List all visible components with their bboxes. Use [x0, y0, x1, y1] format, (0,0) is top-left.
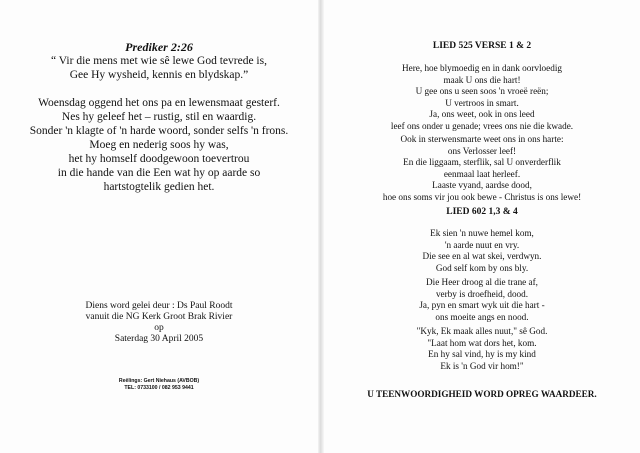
verse-line: God self kom by ons bly.	[435, 262, 529, 273]
poem-line: Woensdag oggend het ons pa en lewensmaat gesterf.	[38, 97, 280, 109]
verse-line: verby is droefheid, dood.	[435, 288, 529, 299]
verse-line: Ek sien 'n nuwe hemel kom,	[430, 228, 534, 238]
service-line: Diens word gelei deur : Ds Paul Roodt	[85, 301, 233, 311]
hymn-title: LIED 525 VERSE 1 & 2	[432, 41, 532, 51]
funeral-arrangements	[0, 378, 318, 392]
poem-line: Sonder 'n klagte of 'n harde woord, sonder selfs 'n frons.	[29, 125, 289, 137]
verse-line: Ja, pyn en smart wyk uit die hart -	[419, 300, 545, 311]
poem-line: het hy homself doodgewoon toevertrou	[68, 153, 250, 165]
service-line: Saterdag 30 April 2005	[114, 334, 204, 344]
scripture-quote	[0, 54, 318, 82]
verse-line: ons Verlosser leef!	[447, 145, 517, 156]
right-page	[324, 0, 640, 453]
verse-line: Ek is 'n God vir hom!"	[440, 360, 524, 371]
verse-line: Die see en al wat skei, verdwyn.	[422, 251, 542, 262]
quote-line: “ Vir die mens met wie sê lewe God tevrede is,	[51, 55, 267, 67]
scripture-reference: Prediker 2:26	[125, 40, 193, 54]
poem-line: Nes hy geleef het – rustig, stil en waardig.	[61, 111, 257, 123]
hymn-verse	[324, 134, 640, 204]
poem-line: hartstogtelik gedien het.	[103, 181, 215, 193]
verse-line: eenmaal laat herleef.	[443, 168, 521, 179]
quote-line: Gee Hy wysheid, kennis en blydskap.”	[69, 69, 249, 81]
verse-line: Die Heer droog al die trane af,	[426, 277, 538, 287]
verse-line: U gee ons u seen soos 'n vroeë reën;	[415, 86, 549, 97]
hymn-verse	[324, 228, 640, 274]
verse-line: Here, hoe blymoedig en in dank oorvloedig	[402, 63, 562, 73]
poem-line: Moeg en nederig soos hy was,	[89, 139, 229, 151]
verse-line: maak U ons die hart!	[443, 74, 521, 85]
service-details	[0, 301, 318, 345]
verse-line: Laaste vyand, aardse dood,	[432, 180, 532, 191]
hymn-verse	[324, 326, 640, 372]
verse-line: "Laat hom wat dors het, kom.	[427, 337, 537, 348]
verse-line: En die liggaam, sterflik, sal U onverderflik	[403, 157, 561, 168]
tribute-poem	[0, 96, 318, 194]
service-line: op	[154, 323, 164, 333]
hymn-verse	[324, 63, 640, 133]
verse-line: Ja, ons weet, ook in ons leed	[429, 109, 535, 120]
hymn-title: LIED 602 1,3 & 4	[446, 207, 518, 217]
verse-line: "Kyk, Ek maak alles nuut," sê God.	[416, 326, 548, 336]
left-page	[0, 0, 318, 453]
verse-line: En hy sal vind, hy is my kind	[428, 349, 536, 360]
service-line: vanuit die NG Kerk Groot Brak Rivier	[85, 312, 233, 322]
funeral-line: Reëlings: Gert Niehaus (AVBOB)	[118, 378, 200, 384]
thank-you-note: U TEENWOORDIGHEID WORD OPREG WAARDEER.	[367, 389, 597, 399]
funeral-line: TEL: 0733100 / 082 953 9441	[124, 385, 194, 391]
poem-line: in die hande van die Een wat hy op aarde so	[57, 167, 261, 179]
verse-line: 'n aarde nuut en vry.	[444, 239, 520, 250]
verse-line: hoe ons soms vir jou ook bewe - Christus is ons lewe!	[382, 191, 582, 202]
verse-line: Ook in sterwensmarte weet ons in ons harte:	[400, 134, 564, 144]
hymn-verse	[324, 277, 640, 323]
verse-line: ons moeite angs en nood.	[435, 311, 529, 322]
verse-line: leef ons onder u genade; vrees ons nie die kwade.	[390, 120, 574, 131]
verse-line: U vertroos in smart.	[445, 97, 519, 108]
